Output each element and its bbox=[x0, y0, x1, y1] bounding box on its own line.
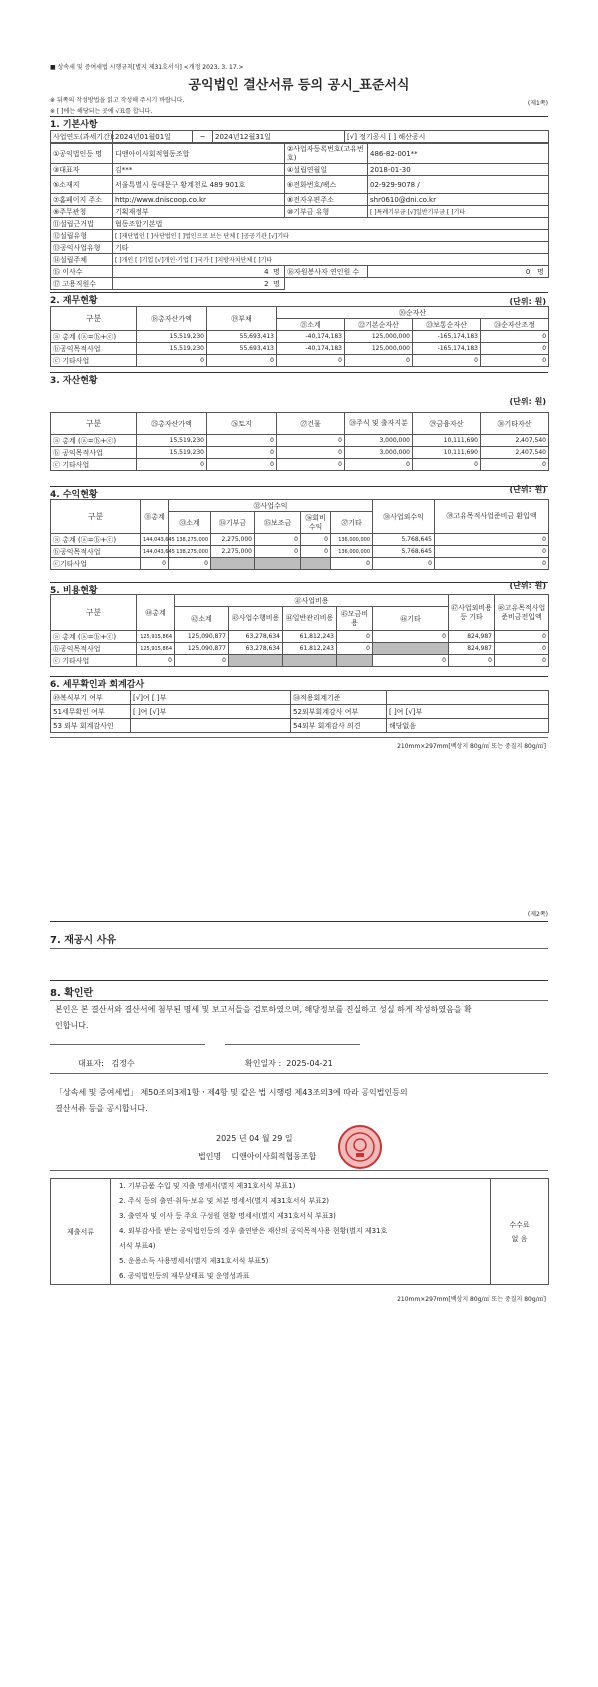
cell-disabled bbox=[301, 558, 331, 570]
address: 서울특별시 동대문구 황계천로 489 901호 bbox=[113, 176, 285, 194]
expense-h-etc: ㊻기타 bbox=[373, 607, 449, 631]
table-row bbox=[51, 534, 549, 546]
assets-h-total: ㉕총자산가액 bbox=[137, 413, 207, 435]
table-row bbox=[51, 355, 549, 367]
documents-label: 제출서류 bbox=[51, 1179, 111, 1285]
cell: 136,000,000 bbox=[331, 546, 373, 558]
cell: 55,693,413 bbox=[207, 331, 277, 343]
cell: 0 bbox=[413, 355, 481, 367]
cell: 0 bbox=[481, 343, 549, 355]
section-refile-title: 7. 재공시 사유 bbox=[50, 935, 117, 946]
finance-h-debt: ⑲부채 bbox=[207, 307, 277, 331]
cell: 15,519,230 bbox=[137, 331, 207, 343]
donation-type: [ ]특례기부금 [√]일반기부금 [ ]기타 bbox=[368, 206, 549, 218]
founder-label: ⑭설립주체 bbox=[51, 254, 113, 266]
assets-h-div: 구분 bbox=[51, 413, 137, 435]
auditor-value bbox=[131, 719, 291, 733]
confirm-date: 2025-04-21 bbox=[286, 1059, 333, 1068]
expense-h-div: 구분 bbox=[51, 595, 137, 631]
cell: 0 bbox=[495, 655, 549, 667]
audit-label: 52외부회계감사 여부 bbox=[291, 705, 387, 719]
cell: 0 bbox=[337, 631, 373, 643]
income-h-total: ㉛총계 bbox=[141, 500, 169, 534]
homepage[interactable]: http://www.dniscoop.co.kr bbox=[113, 194, 285, 206]
audit-value: [ ]여 [√]부 bbox=[387, 705, 549, 719]
cell: 144,043,645 bbox=[141, 546, 169, 558]
income-h-sub: ㉟보조금 bbox=[255, 512, 301, 534]
cell-disabled bbox=[283, 655, 337, 667]
cell-disabled bbox=[373, 643, 449, 655]
finance-h-normal: ㉓보통순자산 bbox=[413, 319, 481, 331]
table-row bbox=[51, 546, 549, 558]
cell: 125,090,877 bbox=[175, 631, 229, 643]
authority: 기획재정부 bbox=[113, 206, 285, 218]
section-tax-title: 6. 세무확인과 회계감사 bbox=[50, 680, 145, 690]
cell-disabled bbox=[255, 558, 301, 570]
cell: 10,111,690 bbox=[413, 435, 481, 447]
cell: 0 bbox=[481, 331, 549, 343]
corp-line: 법인명 디앤아이사회적협동조합 bbox=[198, 1152, 317, 1161]
cell-disabled bbox=[337, 655, 373, 667]
list-item: 4. 외부감사를 받는 공익법인등의 경우 출연받은 재산의 공익목적사용 현황(별지 제31호 bbox=[119, 1227, 388, 1235]
cell: 0 bbox=[435, 546, 549, 558]
cell: 0 bbox=[495, 631, 549, 643]
assets-h-bldg: ㉗건물 bbox=[277, 413, 345, 435]
section-assets-title: 3. 자산현황 bbox=[50, 376, 98, 386]
basis-label: ⑪설립근거법 bbox=[51, 218, 113, 230]
cell: 0 bbox=[175, 655, 229, 667]
phone: 02-929-9078 / bbox=[368, 176, 549, 194]
employees-count: 2 명 bbox=[113, 278, 285, 290]
cell: 0 bbox=[277, 435, 345, 447]
table-row bbox=[51, 343, 549, 355]
finance-h-sum: ㉑소계 bbox=[277, 319, 345, 331]
confirm-date-line: 확인일자 : 2025-04-21 bbox=[245, 1059, 333, 1068]
basic-detail-table bbox=[50, 143, 549, 290]
row-label: ⓐ 총계 (ⓐ=ⓑ+ⓒ) bbox=[51, 435, 137, 447]
cell: 3,000,000 bbox=[345, 447, 413, 459]
row-label: ⓒ기타사업 bbox=[51, 558, 141, 570]
basis: 협동조합기본법 bbox=[113, 218, 549, 230]
page2-footer: 210mm×297mm[백상지 80g/㎡ 또는 중질지 80g/㎡] bbox=[397, 1296, 546, 1303]
cell: 824,987 bbox=[449, 631, 495, 643]
assets-h-fin: ㉙금융자산 bbox=[413, 413, 481, 435]
cell: 15,519,230 bbox=[137, 447, 207, 459]
fee-value: 없 음 bbox=[511, 1234, 528, 1243]
list-item: 6. 공익법인등의 재무상태표 및 운영성과표 bbox=[119, 1272, 250, 1280]
cell: 0 bbox=[435, 534, 549, 546]
income-h-fee: ㊱회비수익 bbox=[301, 512, 331, 534]
type-label: ⑫설립유형 bbox=[51, 230, 113, 242]
cell: 0 bbox=[255, 534, 301, 546]
finance-unit: (단위: 원) bbox=[509, 297, 546, 306]
expense-h-sum: ㊷소계 bbox=[175, 607, 229, 631]
directors-label: ⑮ 이사수 bbox=[51, 266, 113, 278]
year-to: 2024년12월31일 bbox=[213, 131, 345, 143]
income-h-other: ㊳사업외수익 bbox=[373, 500, 435, 534]
corporate-seal-icon bbox=[336, 1123, 384, 1171]
cell: 138,275,000 bbox=[169, 534, 211, 546]
email[interactable]: shr0610@dni.co.kr bbox=[368, 194, 549, 206]
rep-line: 대표자: 김정수 bbox=[78, 1059, 135, 1068]
income-h-biz: ㉜사업수익 bbox=[169, 500, 373, 512]
law-text-2: 결산서류 등을 공시합니다. bbox=[55, 1104, 148, 1113]
cell: 0 bbox=[207, 355, 277, 367]
homepage-label: ⑦홈페이지 주소 bbox=[51, 194, 113, 206]
org-name: 디앤아이사회적협동조합 bbox=[113, 144, 285, 164]
cell: 0 bbox=[481, 459, 549, 471]
expense-h-biz: ㊶사업비용 bbox=[175, 595, 449, 607]
cell: 136,000,000 bbox=[331, 534, 373, 546]
row-label: ⓐ 총계 (ⓐ=ⓑ+ⓒ) bbox=[51, 631, 137, 643]
regno: 486-82-001** bbox=[368, 144, 549, 164]
expense-table bbox=[50, 594, 549, 667]
cell: 138,275,000 bbox=[169, 546, 211, 558]
cell: 0 bbox=[137, 355, 207, 367]
cell: 0 bbox=[137, 655, 175, 667]
row-label: ⓐ 총계 (ⓐ=ⓑ+ⓒ) bbox=[51, 331, 137, 343]
rep-name: 김*** bbox=[113, 164, 285, 176]
tax-check-label: 51세무확인 여부 bbox=[51, 705, 131, 719]
confirm-text-2: 인합니다. bbox=[55, 1021, 89, 1030]
expense-unit: (단위: 원) bbox=[509, 581, 546, 590]
list-item: 5. 운용소득 사용명세서(별지 제31호서식 부표5) bbox=[119, 1257, 269, 1265]
section-income-title: 4. 수익현황 bbox=[50, 490, 98, 500]
cell: 5,768,645 bbox=[373, 546, 435, 558]
business-type: 기타 bbox=[113, 242, 549, 254]
income-h-div: 구분 bbox=[51, 500, 141, 534]
year-from: 2024년01월01일 bbox=[113, 131, 193, 143]
expense-h-other: ㊼사업외비용 등 기타 bbox=[449, 595, 495, 631]
cell-disabled bbox=[211, 558, 255, 570]
assets-table bbox=[50, 412, 549, 471]
page1-footer: 210mm×297mm[백상지 80g/㎡ 또는 중질지 80g/㎡] bbox=[397, 743, 546, 750]
name-label: ①공익법인등 명 bbox=[51, 144, 113, 164]
tax-check-value: [ ]여 [√]부 bbox=[131, 705, 291, 719]
cell: 3,000,000 bbox=[345, 435, 413, 447]
estdate-label: ④설립연월일 bbox=[285, 164, 368, 176]
cell: 125,000,000 bbox=[345, 343, 413, 355]
cell: 0 bbox=[207, 459, 277, 471]
rep-signature-name: 김정수 bbox=[111, 1059, 135, 1068]
finance-h-adj: ㉔순자산조정 bbox=[481, 319, 549, 331]
donation-label: ⑩기부금 유형 bbox=[285, 206, 368, 218]
income-h-don: ㉞기부금 bbox=[211, 512, 255, 534]
cell: 0 bbox=[337, 643, 373, 655]
cell: 144,043,645 bbox=[141, 534, 169, 546]
cell: 0 bbox=[413, 459, 481, 471]
table-row bbox=[51, 655, 549, 667]
row-label: ⓒ 기타사업 bbox=[51, 355, 137, 367]
expense-h-reserve: ㊽고유목적사업준비금전입액 bbox=[495, 595, 549, 631]
cell: 55,693,413 bbox=[207, 343, 277, 355]
cell: 0 bbox=[345, 355, 413, 367]
accounting-standard-label: ㊿적용회계기준 bbox=[291, 691, 387, 705]
cell: -40,174,183 bbox=[277, 343, 345, 355]
note-checkbox: ※ [ ]에는 해당되는 곳에 √표를 합니다. bbox=[50, 108, 153, 115]
cell: 0 bbox=[301, 546, 331, 558]
cell: 63,278,634 bbox=[229, 643, 283, 655]
employees-label: ⑰ 고용직원수 bbox=[51, 278, 113, 290]
cell: 0 bbox=[345, 459, 413, 471]
cell: 0 bbox=[373, 558, 435, 570]
row-label: ⓑ공익목적사업 bbox=[51, 643, 137, 655]
basic-info-table bbox=[50, 130, 549, 143]
disclosure-type: [√] 정기공시 [ ] 해산공시 bbox=[345, 131, 549, 143]
page-label: (제1쪽) bbox=[527, 100, 548, 107]
list-item: 서식 부표4) bbox=[119, 1242, 156, 1250]
directors-count: 4 명 bbox=[113, 266, 285, 278]
accounting-standard-value bbox=[387, 691, 549, 705]
cell: 2,407,540 bbox=[481, 435, 549, 447]
assets-h-etc: ㉚기타자산 bbox=[481, 413, 549, 435]
cell: 61,812,243 bbox=[283, 643, 337, 655]
tax-table bbox=[50, 690, 549, 733]
email-label: ⑧전자우편주소 bbox=[285, 194, 368, 206]
income-h-sum: ㉝소계 bbox=[169, 512, 211, 534]
cell: 2,407,540 bbox=[481, 447, 549, 459]
finance-h-assets: ⑱총자산가액 bbox=[137, 307, 207, 331]
cell: 0 bbox=[301, 534, 331, 546]
rep-label: ③대표자 bbox=[51, 164, 113, 176]
estdate: 2018-01-30 bbox=[368, 164, 549, 176]
establishment-type: [ ]재단법인 [ ]사단법인 [ ]법인으로 보는 단체 [ ]공공기관 [√]기타 bbox=[113, 230, 549, 242]
cell: 15,519,230 bbox=[137, 435, 207, 447]
expense-h-total: ㊵총계 bbox=[137, 595, 175, 631]
table-row bbox=[51, 631, 549, 643]
row-label: ⓑ공익목적사업 bbox=[51, 546, 141, 558]
cell: 125,090,877 bbox=[175, 643, 229, 655]
volunteers-count: 0 명 bbox=[368, 266, 549, 278]
biz-label: ⑬공익사업유형 bbox=[51, 242, 113, 254]
list-item: 2. 주식 등의 출연·취득·보유 및 처분 명세서(별지 제31호서식 부표2) bbox=[119, 1197, 330, 1205]
cell: 0 bbox=[277, 447, 345, 459]
cell: 0 bbox=[207, 435, 277, 447]
income-table bbox=[50, 499, 549, 570]
cell: 15,519,230 bbox=[137, 343, 207, 355]
cell: 0 bbox=[277, 355, 345, 367]
assets-h-stock: ㉘주식 및 출자지분 bbox=[345, 413, 413, 435]
row-label: ⓑ공익목적사업 bbox=[51, 343, 137, 355]
cell: 0 bbox=[169, 558, 211, 570]
row-label: ⓒ 기타사업 bbox=[51, 655, 137, 667]
cell: 125,915,864 bbox=[137, 643, 175, 655]
cell: 2,275,000 bbox=[211, 534, 255, 546]
cell: -165,174,183 bbox=[413, 343, 481, 355]
cell: 5,768,645 bbox=[373, 534, 435, 546]
table-row bbox=[51, 643, 549, 655]
cell: 0 bbox=[141, 558, 169, 570]
addr-label: ⑤소재지 bbox=[51, 176, 113, 194]
list-item: 1. 기부금품 수입 및 지출 명세서(별지 제31호서식 부표1) bbox=[119, 1182, 296, 1190]
cell: -165,174,183 bbox=[413, 331, 481, 343]
section-confirm-title: 8. 확인란 bbox=[50, 988, 94, 999]
cell: 0 bbox=[373, 655, 449, 667]
law-text-1: 「상속세 및 증여세법」 제50조의3제1항ㆍ제4항 및 같은 법 시행령 제43조의3에 따라 공익법인등의 bbox=[55, 1088, 408, 1097]
cell: 0 bbox=[435, 558, 549, 570]
income-h-etc: ㊲기타 bbox=[331, 512, 373, 534]
cell: 0 bbox=[449, 655, 495, 667]
row-label: ⓐ 총계 (ⓐ=ⓑ+ⓒ) bbox=[51, 534, 141, 546]
finance-h-net: ⑳순자산 bbox=[277, 307, 549, 319]
cell: 0 bbox=[207, 447, 277, 459]
confirm-text-1: 본인은 본 결산서와 결산서에 첨부된 명세 및 보고서들을 검토하였으며, 해당정보를 진실하고 성실 하게 작성하였음을 확 bbox=[55, 1005, 472, 1014]
finance-table bbox=[50, 306, 549, 367]
cell: 824,987 bbox=[449, 643, 495, 655]
table-row bbox=[51, 447, 549, 459]
cell: 125,000,000 bbox=[345, 331, 413, 343]
founder-type: [ ]개인 [ ]기업 [√]개인·기업 [ ]국가 [ ]지방자치단체 [ ]기타 bbox=[113, 254, 549, 266]
cell: 0 bbox=[495, 643, 549, 655]
expense-h-admin: ㊹일반관리비용 bbox=[283, 607, 337, 631]
section-basic-title: 1. 기본사항 bbox=[50, 120, 98, 130]
audit-opinion-label: 54외부 회계감사 의견 bbox=[291, 719, 387, 733]
table-row bbox=[51, 435, 549, 447]
cell: -40,174,183 bbox=[277, 331, 345, 343]
page2-label: (제2쪽) bbox=[527, 911, 548, 918]
corp-name: 디앤아이사회적협동조합 bbox=[231, 1152, 317, 1161]
cell: 61,812,243 bbox=[283, 631, 337, 643]
audit-opinion-value: 해당없음 bbox=[387, 719, 549, 733]
assets-unit: (단위: 원) bbox=[509, 397, 546, 406]
regno-label: ②사업자등록번호(고유번호) bbox=[285, 144, 368, 164]
cell: 125,915,864 bbox=[137, 631, 175, 643]
disclosure-date: 2025 년 04 월 29 일 bbox=[216, 1134, 293, 1143]
cell: 0 bbox=[331, 558, 373, 570]
finance-h-div: 구분 bbox=[51, 307, 137, 331]
table-row bbox=[51, 331, 549, 343]
documents-table bbox=[50, 1178, 549, 1285]
table-row bbox=[51, 558, 549, 570]
income-h-reserve: ㊴고유목적사업준비금 환입액 bbox=[435, 500, 549, 534]
bookkeeping-label: ㊾복식부기 여부 bbox=[51, 691, 131, 705]
section-finance-title: 2. 재무현황 bbox=[50, 296, 98, 306]
auditor-label: 53 외부 회계감사인 bbox=[51, 719, 131, 733]
cell-disabled bbox=[229, 655, 283, 667]
authority-label: ⑨주무관청 bbox=[51, 206, 113, 218]
page-title: 공익법인 결산서류 등의 공시_표준서식 bbox=[188, 78, 410, 93]
finance-h-basic: ㉒기본순자산 bbox=[345, 319, 413, 331]
cell: 10,111,690 bbox=[413, 447, 481, 459]
income-unit: (단위: 원) bbox=[509, 485, 546, 494]
form-reference: ■ 상속세 및 증여세법 시행규칙[별지 제31호서식] <개정 2023. 3. 17.> bbox=[50, 64, 244, 71]
expense-h-fund: ㊺모금비용 bbox=[337, 607, 373, 631]
table-row bbox=[51, 459, 549, 471]
fee-label: 수수료 bbox=[509, 1220, 530, 1229]
row-label: ⓒ 기타사업 bbox=[51, 459, 137, 471]
assets-h-land: ㉖토지 bbox=[207, 413, 277, 435]
note-instructions: ※ 뒤쪽의 작성방법을 읽고 작성해 주시기 바랍니다. bbox=[50, 97, 185, 104]
cell: 2,275,000 bbox=[211, 546, 255, 558]
row-label: ⓑ 공익목적사업 bbox=[51, 447, 137, 459]
cell: 0 bbox=[277, 459, 345, 471]
year-dash: ~ bbox=[193, 131, 213, 143]
cell: 0 bbox=[255, 546, 301, 558]
phone-label: ⑥전화번호/팩스 bbox=[285, 176, 368, 194]
expense-h-perf: ㊸사업수행비용 bbox=[229, 607, 283, 631]
cell: 0 bbox=[481, 355, 549, 367]
volunteers-label: ⑯자원봉사자 연인원 수 bbox=[285, 266, 368, 278]
list-item: 3. 출연자 및 이사 등 주요 구성원 현황 명세서(별지 제31호서식 부표3) bbox=[119, 1212, 336, 1220]
bookkeeping-value: [√]여 [ ]부 bbox=[131, 691, 291, 705]
section-expense-title: 5. 비용현황 bbox=[50, 586, 98, 596]
cell: 0 bbox=[373, 631, 449, 643]
year-label: 사업연도(과세기간): bbox=[51, 131, 113, 143]
cell: 0 bbox=[137, 459, 207, 471]
cell: 63,278,634 bbox=[229, 631, 283, 643]
